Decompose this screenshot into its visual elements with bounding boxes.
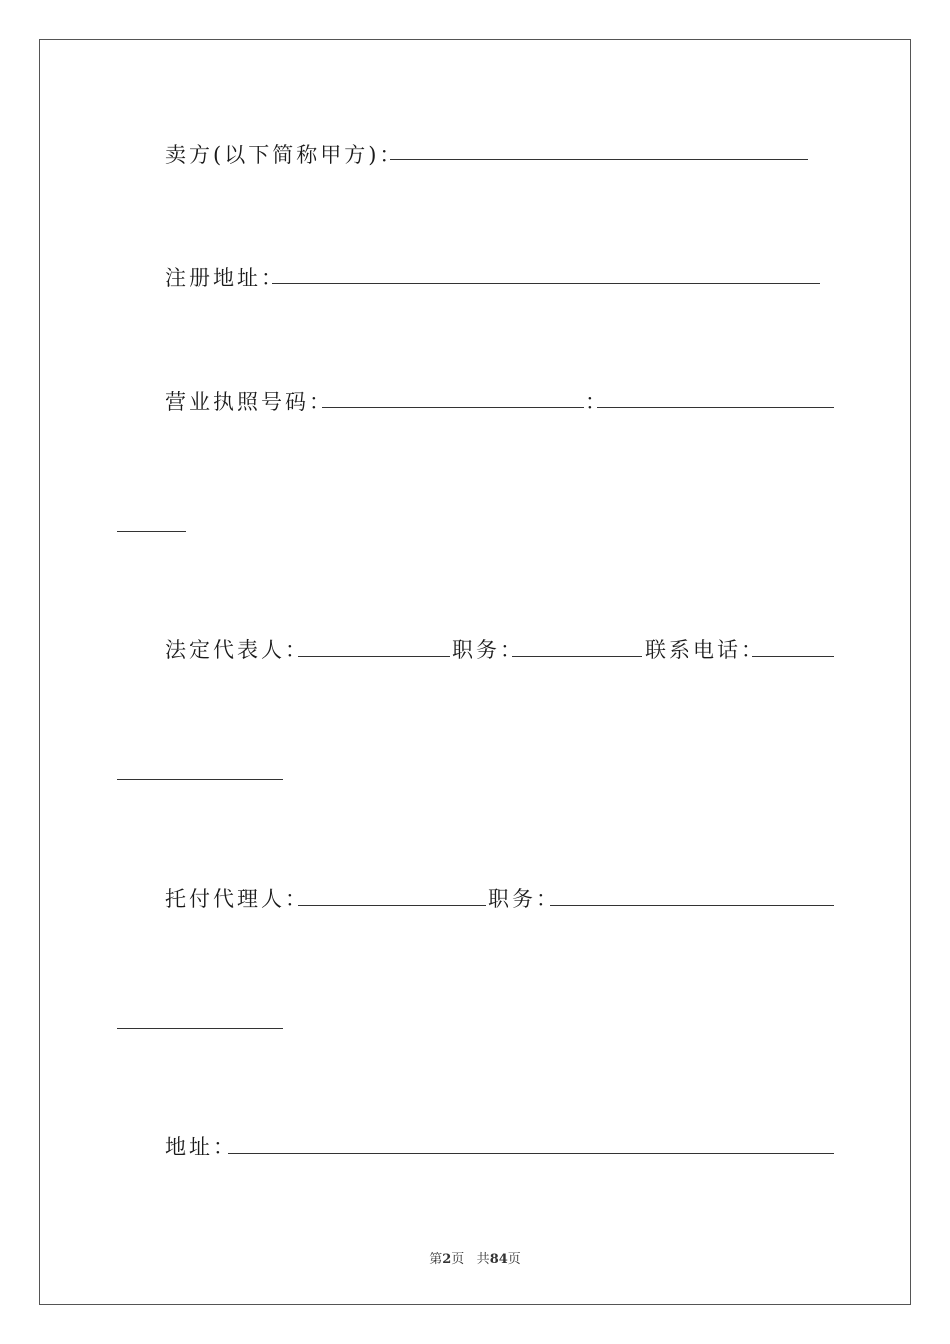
legal-rep-position-input-line[interactable] [512, 656, 642, 657]
legal-rep-input-line[interactable] [298, 656, 450, 657]
license-input-line-continued[interactable] [117, 531, 186, 532]
agent-position-label: 职务： [488, 887, 560, 911]
footer-page-unit: 页 [451, 1252, 465, 1267]
page-border [39, 39, 911, 1305]
license-label: 营业执照号码： [165, 390, 333, 414]
address-input-line[interactable] [272, 283, 820, 284]
address-label: 注册地址： [165, 266, 285, 290]
legal-rep-phone-input-line-continued[interactable] [117, 779, 283, 780]
addr2-input-line[interactable] [228, 1153, 834, 1154]
page-footer [0, 1248, 950, 1267]
seller-label: 卖方(以下简称甲方)： [165, 143, 404, 167]
agent-position-input-line[interactable] [550, 905, 834, 906]
agent-label: 托付代理人： [165, 887, 309, 911]
legal-rep-position-label: 职务： [452, 638, 524, 662]
seller-input-line[interactable] [390, 159, 808, 160]
license-separator: ： [585, 390, 609, 414]
legal-rep-phone-label: 联系电话： [645, 638, 765, 662]
footer-page-number: 2 [442, 1252, 452, 1267]
footer-prefix: 第 [429, 1252, 443, 1267]
footer-total-pages: 84 [489, 1252, 508, 1267]
legal-rep-phone-input-line[interactable] [752, 656, 834, 657]
addr2-label: 地址： [165, 1135, 237, 1159]
license-input-line-2[interactable] [597, 407, 834, 408]
agent-position-input-line-continued[interactable] [117, 1028, 283, 1029]
footer-total-prefix: 共 [476, 1252, 490, 1267]
footer-total-unit: 页 [507, 1252, 521, 1267]
agent-input-line[interactable] [298, 905, 486, 906]
legal-rep-label: 法定代表人： [165, 638, 309, 662]
license-input-line[interactable] [322, 407, 584, 408]
